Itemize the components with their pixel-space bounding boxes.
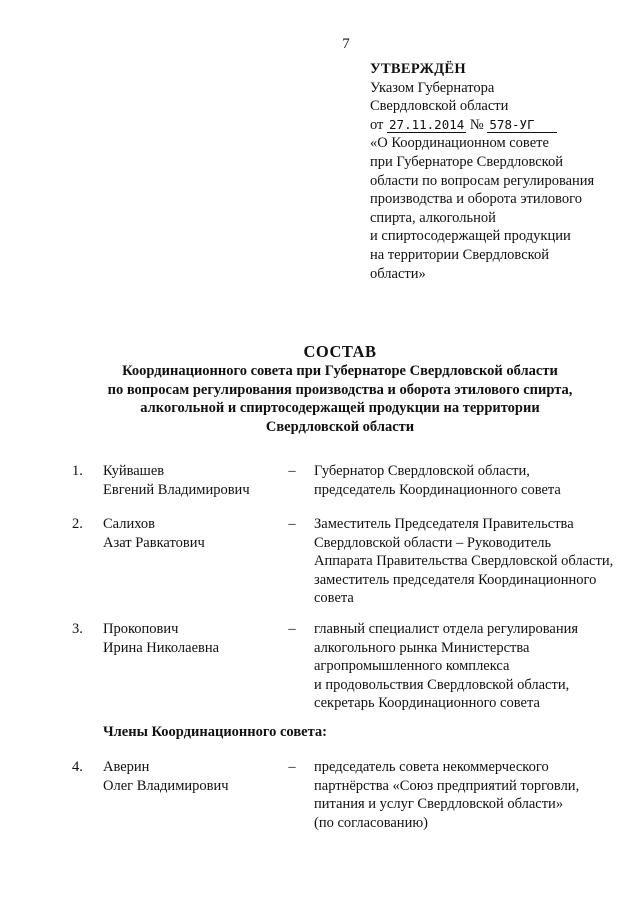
decree-title-line-6: на территории Свердловской xyxy=(370,246,549,263)
document-subtitle-line-2: алкогольной и спиртосодержащей продукции на территории xyxy=(140,400,540,417)
decree-date: 27.11.2014 xyxy=(389,116,465,132)
member-number: 2. xyxy=(72,516,83,532)
decree-title-line-0: «О Координационном совете xyxy=(370,135,549,152)
member-role xyxy=(314,462,632,499)
document-subtitle-line-0: Координационного совета при Губернаторе Свердловской области xyxy=(122,363,558,379)
role-line: (по согласованию) xyxy=(314,814,428,831)
member-given-names: Олег Владимирович xyxy=(103,777,229,794)
member-dash: – xyxy=(288,759,296,775)
approval-heading: УТВЕРЖДЁН xyxy=(370,61,466,77)
member-role xyxy=(314,515,632,608)
role-line: председатель Координационного совета xyxy=(314,481,561,498)
decree-title-line-4: спирта, алкогольной xyxy=(370,209,496,226)
council-members-heading: Члены Координационного совета: xyxy=(103,724,327,740)
role-line: агропромышленного комплекса xyxy=(314,658,510,675)
member-given-names: Азат Равкатович xyxy=(103,534,205,551)
member-number: 1. xyxy=(72,463,83,479)
member-name xyxy=(103,758,278,795)
member-name xyxy=(103,620,278,657)
role-line: секретарь Координационного совета xyxy=(314,695,540,712)
approval-line-1: Указом Губернатора xyxy=(370,79,495,96)
role-line: председатель совета некоммерческого xyxy=(314,759,549,775)
role-line: заместитель председателя Координационного xyxy=(314,571,597,588)
decree-title-line-7: области» xyxy=(370,265,426,282)
decree-number: 578-УГ xyxy=(487,117,556,133)
decree-title-line-1: при Губернаторе Свердловской xyxy=(370,153,563,170)
role-line: главный специалист отдела регулирования xyxy=(314,621,579,637)
approval-stamp xyxy=(370,60,632,283)
member-role xyxy=(314,758,632,832)
number-sign: № xyxy=(469,116,484,133)
member-surname: Прокопович xyxy=(103,621,179,637)
document-subtitle-line-1: по вопросам регулирования производства и оборота этилового спирта, xyxy=(107,381,573,398)
role-line: Заместитель Председателя Правительства xyxy=(314,516,574,532)
document-subtitle-line-3: Свердловской области xyxy=(265,418,415,435)
role-line: совета xyxy=(314,590,354,607)
member-dash: – xyxy=(288,621,296,637)
member-name xyxy=(103,515,278,552)
document-heading: СОСТАВ xyxy=(303,342,377,361)
member-surname: Куйвашев xyxy=(103,463,165,479)
member-given-names: Евгений Владимирович xyxy=(103,481,250,498)
role-line: Губернатор Свердловской области, xyxy=(314,463,530,479)
role-line: алкогольного рынка Министерства xyxy=(314,639,530,656)
document-title xyxy=(60,342,620,436)
role-line: Свердловской области – Руководитель xyxy=(314,534,552,551)
member-number: 3. xyxy=(72,621,83,637)
member-number: 4. xyxy=(72,759,83,775)
role-line: питания и услуг Свердловской области» xyxy=(314,796,564,813)
member-dash: – xyxy=(288,463,296,479)
member-dash: – xyxy=(288,516,296,532)
approval-line-2: Свердловской области xyxy=(370,98,509,115)
approval-date-line xyxy=(370,116,632,135)
member-surname: Аверин xyxy=(103,759,150,775)
member-role xyxy=(314,620,632,713)
member-name xyxy=(103,462,278,499)
page-number: 7 xyxy=(342,36,350,52)
role-line: и продовольствия Свердловской области, xyxy=(314,676,570,693)
member-surname: Салихов xyxy=(103,516,156,532)
date-prefix: от xyxy=(370,116,384,133)
member-given-names: Ирина Николаевна xyxy=(103,639,220,656)
role-line: Аппарата Правительства Свердловской области, xyxy=(314,553,614,570)
decree-title-line-5: и спиртосодержащей продукции xyxy=(370,228,571,245)
decree-title-line-2: области по вопросам регулирования xyxy=(370,172,595,189)
decree-title-line-3: производства и оборота этилового xyxy=(370,191,582,208)
role-line: партнёрства «Союз предприятий торговли, xyxy=(314,777,580,794)
